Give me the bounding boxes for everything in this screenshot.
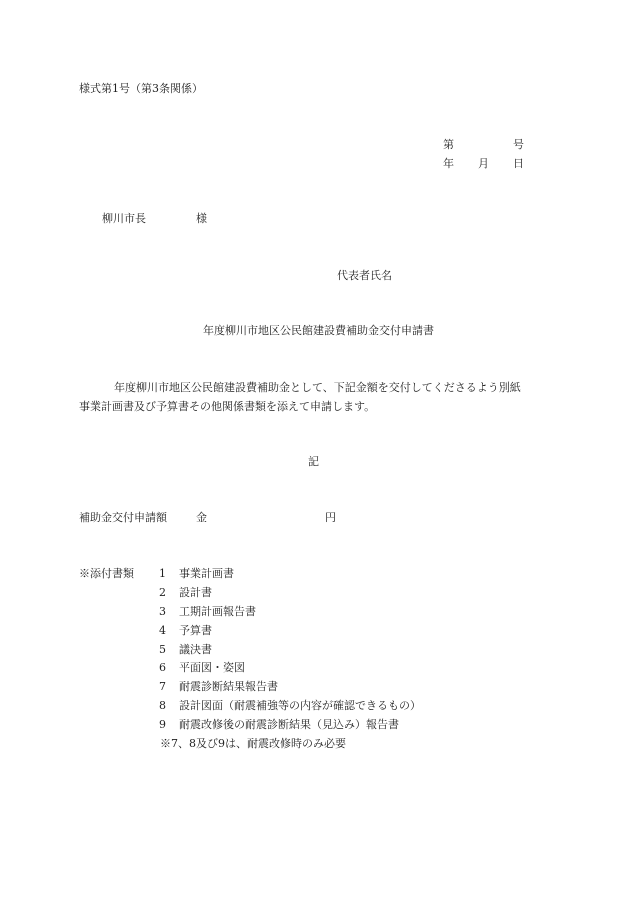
number-prefix: 第: [443, 138, 454, 151]
attachments-note: ※7、8及び9は、耐震改修時のみ必要: [160, 737, 346, 750]
ki-heading: 記: [308, 455, 319, 468]
attachment-num: 8: [159, 699, 166, 712]
form-id: 様式第1号（第3条関係）: [79, 82, 203, 95]
attachment-num: 5: [159, 643, 166, 656]
amount-label: 補助金交付申請額: [79, 511, 167, 524]
attachment-num: 1: [159, 567, 166, 580]
attachment-label: 予算書: [179, 624, 212, 637]
document-title: 年度柳川市地区公民館建設費補助金交付申請書: [203, 324, 434, 337]
attachment-num: 4: [159, 624, 166, 637]
representative-label: 代表者氏名: [337, 269, 392, 282]
attachment-label: 耐震診断結果報告書: [179, 680, 278, 693]
date-year: 年: [443, 157, 454, 170]
attachment-label: 耐震改修後の耐震診断結果（見込み）報告書: [179, 718, 399, 731]
body-text-line1: 年度柳川市地区公民館建設費補助金として、下記金額を交付してくださるよう別紙: [114, 381, 521, 394]
number-suffix: 号: [513, 138, 524, 151]
date-month: 月: [478, 157, 489, 170]
attachment-label: 議決書: [179, 643, 212, 656]
attachment-label: 設計図面（耐震補強等の内容が確認できるもの）: [179, 699, 421, 712]
amount-yen: 円: [325, 511, 336, 524]
addressee-name: 柳川市長: [102, 212, 146, 225]
addressee-honorific: 様: [196, 212, 207, 225]
attachment-num: 6: [159, 661, 166, 674]
attachment-num: 7: [159, 680, 166, 693]
attachment-num: 3: [159, 605, 166, 618]
attachment-label: 事業計画書: [179, 567, 234, 580]
attachment-num: 9: [159, 718, 166, 731]
attachment-label: 平面図・姿図: [179, 661, 245, 674]
attachment-label: 工期計画報告書: [179, 605, 256, 618]
attachment-num: 2: [159, 586, 166, 599]
amount-kin: 金: [196, 511, 207, 524]
body-text-line2: 事業計画書及び予算書その他関係書類を添えて申請します。: [79, 400, 376, 413]
attachment-label: 設計書: [179, 586, 212, 599]
date-day: 日: [513, 157, 524, 170]
attachments-heading: ※添付書類: [79, 567, 134, 580]
